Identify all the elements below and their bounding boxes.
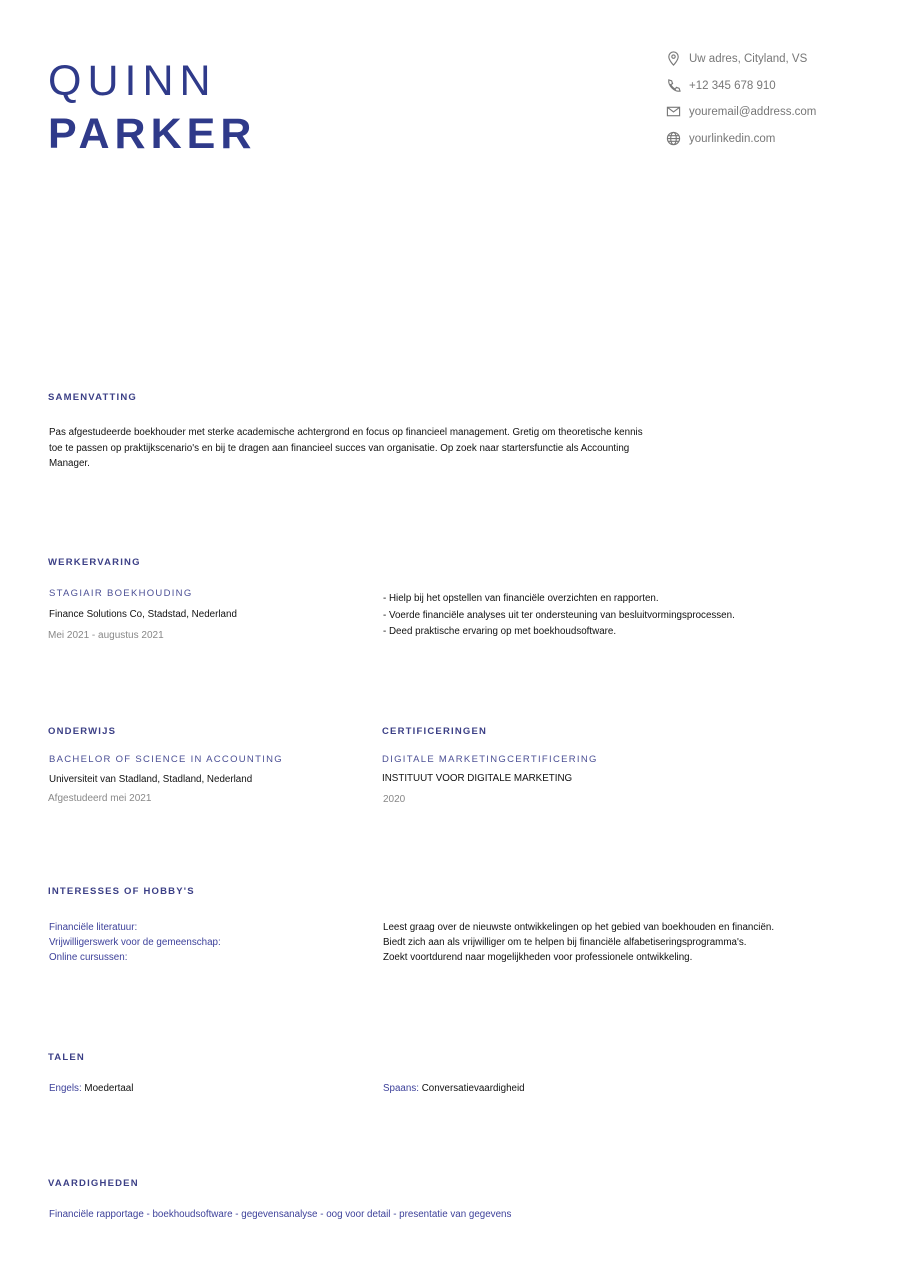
- phone-text: +12 345 678 910: [689, 79, 776, 92]
- summary-line: toe te passen op praktijkscenario's en bij te dragen aan financieel succes van organisatie. Op zoek naar startersfunctie als Accounting: [49, 442, 630, 454]
- job-bullet: - Hielp bij het opstellen van financiële overzichten en rapporten.: [383, 593, 659, 604]
- summary-heading: SAMENVATTING: [48, 392, 137, 403]
- summary-text: [49, 425, 669, 472]
- hobbies-heading: INTERESSES OF HOBBY'S: [48, 886, 195, 897]
- location-pin-icon: [666, 51, 681, 66]
- email-text: youremail@address.com: [689, 105, 817, 118]
- skills-heading: VAARDIGHEDEN: [48, 1178, 139, 1189]
- certification-institute: INSTITUUT VOOR DIGITALE MARKETING: [382, 773, 573, 784]
- contact-address: [666, 51, 807, 66]
- language-item: [383, 1081, 525, 1097]
- languages-heading: TALEN: [48, 1052, 85, 1063]
- certification-year: 2020: [383, 794, 406, 805]
- job-bullet: - Deed praktische ervaring op met boekhoudsoftware.: [383, 626, 617, 637]
- last-name: PARKER: [48, 110, 257, 158]
- language-item: [49, 1081, 133, 1097]
- hobby-labels: [49, 920, 221, 965]
- job-company: Finance Solutions Co, Stadstad, Nederland: [49, 609, 237, 620]
- certification-name: DIGITALE MARKETINGCERTIFICERING: [382, 754, 598, 765]
- contact-phone: [666, 78, 776, 93]
- hobby-description: Leest graag over de nieuwste ontwikkelingen op het gebied van boekhouden en financiën.: [383, 922, 775, 933]
- summary-line: Manager.: [49, 458, 90, 469]
- school: Universiteit van Stadland, Stadland, Nederland: [49, 774, 253, 785]
- phone-icon: [666, 78, 681, 93]
- envelope-icon: [666, 104, 681, 119]
- education-heading: ONDERWIJS: [48, 726, 117, 737]
- linkedin-text: yourlinkedin.com: [689, 132, 776, 145]
- hobby-description: Biedt zich aan als vrijwilliger om te helpen bij financiële alfabetiseringsprogramma's.: [383, 937, 747, 948]
- job-title: STAGIAIR BOEKHOUDING: [49, 588, 193, 599]
- job-bullet: - Voerde financiële analyses uit ter ondersteuning van besluitvormingsprocessen.: [383, 609, 735, 621]
- hobby-label: Online cursussen:: [49, 952, 128, 963]
- job-dates: Mei 2021 - augustus 2021: [48, 630, 164, 641]
- hobby-label: Financiële literatuur:: [49, 922, 138, 933]
- hobby-label: Vrijwilligerswerk voor de gemeenschap:: [49, 937, 221, 948]
- graduation-date: Afgestudeerd mei 2021: [48, 793, 152, 804]
- globe-icon: [666, 131, 681, 146]
- address-text: Uw adres, Cityland, VS: [689, 52, 808, 65]
- degree: BACHELOR OF SCIENCE IN ACCOUNTING: [49, 754, 283, 765]
- hobby-description: Zoekt voortdurend naar mogelijkheden voor professionele ontwikkeling.: [383, 952, 693, 963]
- certifications-heading: CERTIFICERINGEN: [382, 726, 488, 737]
- job-bullets: [383, 591, 735, 641]
- language-level: Moedertaal: [84, 1083, 134, 1094]
- language-name: Engels:: [49, 1083, 82, 1094]
- language-level: Conversatievaardigheid: [421, 1083, 525, 1094]
- experience-heading: WERKERVARING: [48, 557, 141, 568]
- summary-line: Pas afgestudeerde boekhouder met sterke academische achtergrond en focus op financieel management. Gretig om theoretische kennis: [49, 427, 643, 438]
- skills-text: Financiële rapportage - boekhoudsoftware - gegevensanalyse - oog voor detail - presentatie van gegevens: [49, 1209, 512, 1220]
- language-name: Spaans:: [383, 1083, 419, 1094]
- first-name: QUINN: [48, 57, 217, 105]
- contact-email: [666, 104, 816, 119]
- hobby-descriptions: [383, 920, 774, 965]
- contact-linkedin: [666, 131, 775, 146]
